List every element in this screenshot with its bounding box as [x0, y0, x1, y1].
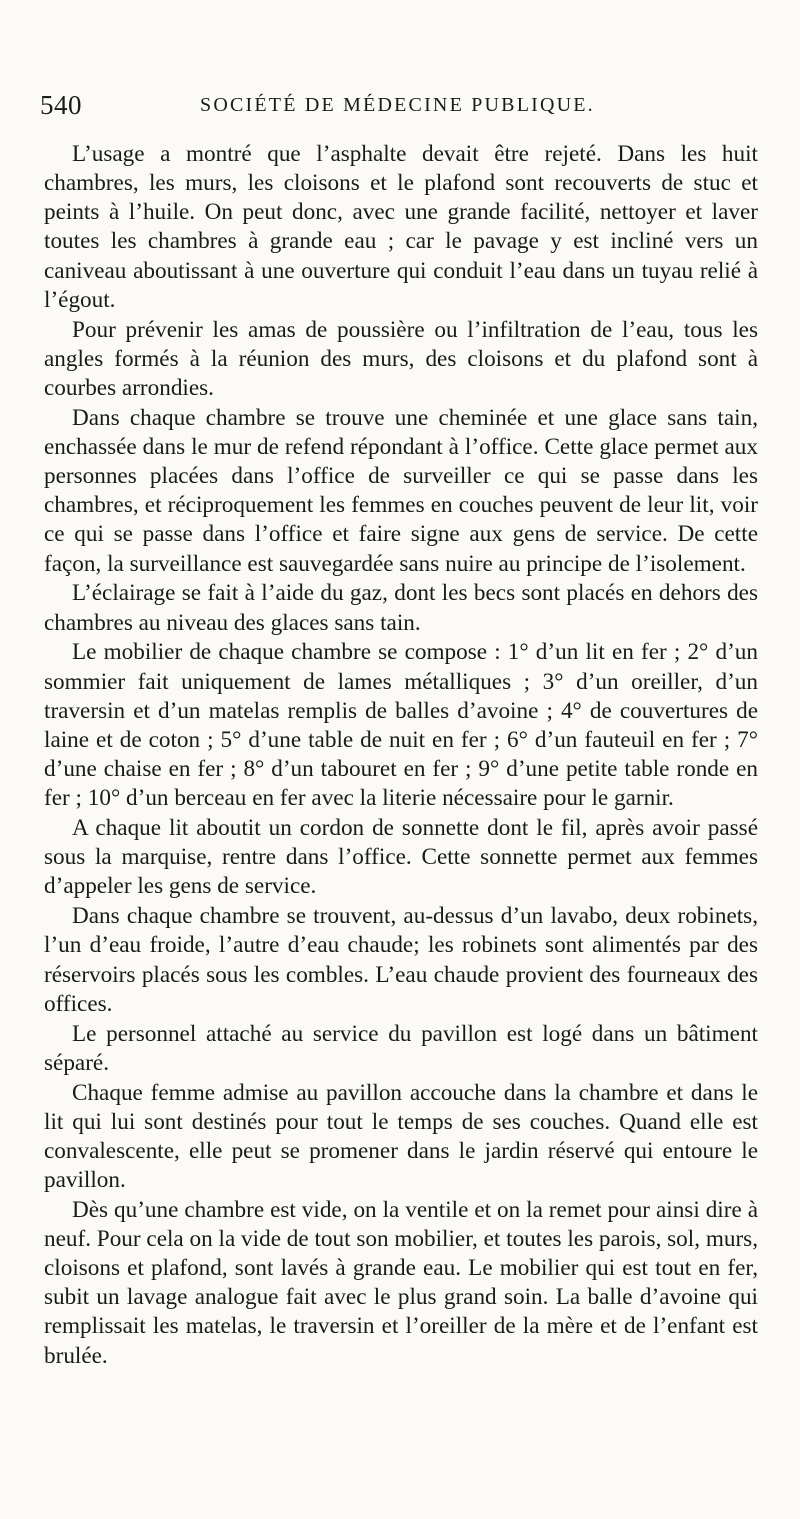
- paragraph-eclairage: L’éclairage se fait à l’aide du gaz, dont les becs sont placés en dehors des chambres au niveau des glaces sans tain.: [44, 580, 758, 636]
- paragraph-angles: Pour prévenir les amas de poussière ou l’infiltration de l’eau, tous les angles formés à la réunion des murs, des cloisons et du plafond sont à courbes arrondies.: [44, 316, 758, 401]
- paragraph-personnel: Le personnel attaché au service du pavillon est logé dans un bâtiment séparé.: [44, 1020, 758, 1076]
- paragraph-asphalte: L’usage a montré que l’asphalte devait être rejeté. Dans les huit chambres, les murs, les cloisons et le plafond sont recouverts de stuc et peints à l’huile. On peut donc, avec une grande facilité, nettoyer et laver toutes les chambres à grande eau ; car le pavage y est incliné vers un caniveau aboutissant à une ouverture qui conduit l’eau dans un tuyau relié à l’égout.: [44, 141, 758, 313]
- paragraph-sonnette: A chaque lit aboutit un cordon de sonnette dont le fil, après avoir passé sous la marquise, rentre dans l’office. Cette sonnette permet aux femmes d’appeler les gens de service.: [44, 815, 758, 900]
- running-head: SOCIÉTÉ DE MÉDECINE PUBLIQUE.: [200, 94, 595, 116]
- body-text: [44, 140, 758, 1371]
- paragraph-robinets: Dans chaque chambre se trouvent, au-dessus d’un lavabo, deux robinets, l’un d’eau froide, l’autre d’eau chaude; les robinets sont alimentés par des réservoirs placés sous les combles. L’eau chaude provient des fourneaux des offices.: [44, 903, 758, 1017]
- paragraph-cheminee-glace: Dans chaque chambre se trouve une cheminée et une glace sans tain, enchassée dans le mur de refend répondant à l’office. Cette glace permet aux personnes placées dans l’office de surveiller ce qui se passe dans les chambres, et réciproquement les femmes en couches peuvent de leur lit, voir ce qui se passe dans l’office et faire signe aux gens de service. De cette façon, la surveillance est sauvegardée sans nuire au principe de l’isolement.: [44, 404, 758, 577]
- paragraph-femme-admise: Chaque femme admise au pavillon accouche dans la chambre et dans le lit qui lui sont destinés pour tout le temps de ses couches. Quand elle est convalescente, elle peut se promener dans le jardin réservé qui entoure le pavillon.: [44, 1079, 758, 1193]
- paragraph-chambre-vide: Dès qu’une chambre est vide, on la ventile et on la remet pour ainsi dire à neuf. Pour cela on la vide de tout son mobilier, et toutes les parois, sol, murs, cloisons et plafond, sont lavés à grande eau. Le mobilier qui est tout en fer, subit un lavage analogue fait avec le plus grand soin. La balle d’avoine qui remplissait les matelas, le traversin et l’oreiller de la mère et de l’enfant est brulée.: [44, 1196, 758, 1369]
- page-header: [40, 90, 765, 130]
- paragraph-mobilier: Le mobilier de chaque chambre se compose : 1° d’un lit en fer ; 2° d’un sommier fait uniquement de lames métalliques ; 3° d’un oreiller, d’un traversin et d’un matelas remplis de balles d’avoine ; 4° de couvertures de laine et de coton ; 5° d’une table de nuit en fer ; 6° d’un fauteuil en fer ; 7° d’une chaise en fer ; 8° d’un tabouret en fer ; 9° d’une petite table ronde en fer ; 10° d’un berceau en fer avec la literie nécessaire pour le garnir.: [44, 639, 758, 812]
- page-number: 540: [40, 90, 82, 120]
